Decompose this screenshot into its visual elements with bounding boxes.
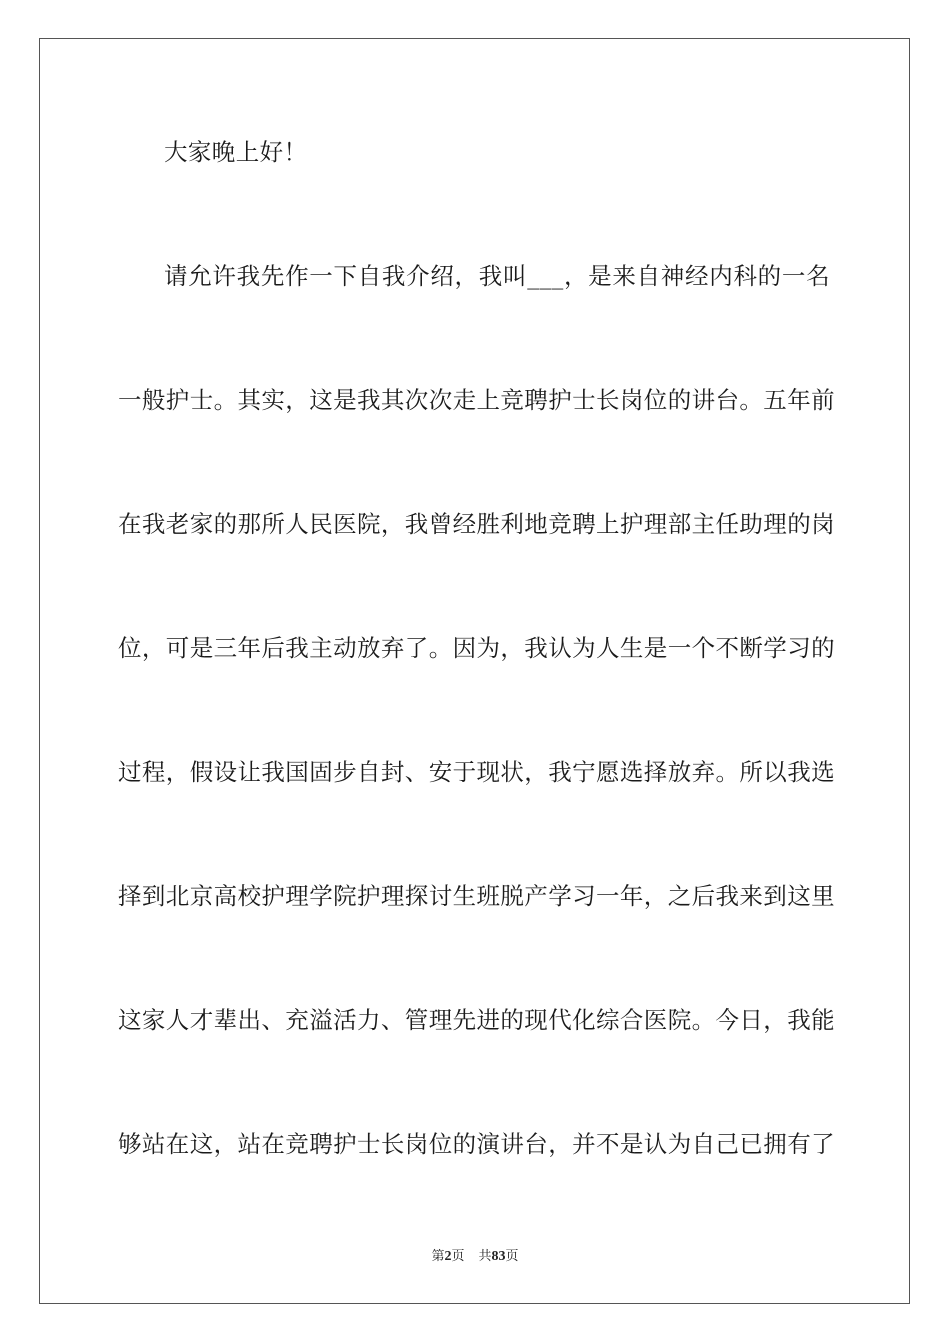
body-line-3: 在我老家的那所人民医院，我曾经胜利地竞聘上护理部主任助理的岗 [118, 510, 835, 538]
page-number: 2 [444, 1249, 452, 1264]
page-footer [0, 1248, 950, 1266]
total-suffix: 页 [505, 1249, 519, 1264]
page-prefix: 第 [431, 1249, 445, 1264]
page-frame [39, 38, 910, 1304]
body-line-8: 够站在这，站在竞聘护士长岗位的演讲台，并不是认为自己已拥有了 [118, 1130, 835, 1158]
body-line-6: 择到北京高校护理学院护理探讨生班脱产学习一年，之后我来到这里 [118, 882, 835, 910]
body-line-2: 一般护士。其实，这是我其次次走上竞聘护士长岗位的讲台。五年前 [118, 386, 835, 414]
body-line-5: 过程，假设让我国固步自封、安于现状，我宁愿选择放弃。所以我选 [118, 758, 835, 786]
greeting-line: 大家晚上好！ [164, 138, 308, 166]
body-line-4: 位，可是三年后我主动放弃了。因为，我认为人生是一个不断学习的 [118, 634, 835, 662]
total-pages: 83 [491, 1249, 506, 1264]
page-suffix: 页 [451, 1249, 465, 1264]
body-line-7: 这家人才辈出、充溢活力、管理先进的现代化综合医院。今日，我能 [118, 1006, 835, 1034]
total-prefix: 共 [478, 1249, 492, 1264]
body-line-1: 请允许我先作一下自我介绍，我叫___，是来自神经内科的一名 [164, 262, 830, 290]
